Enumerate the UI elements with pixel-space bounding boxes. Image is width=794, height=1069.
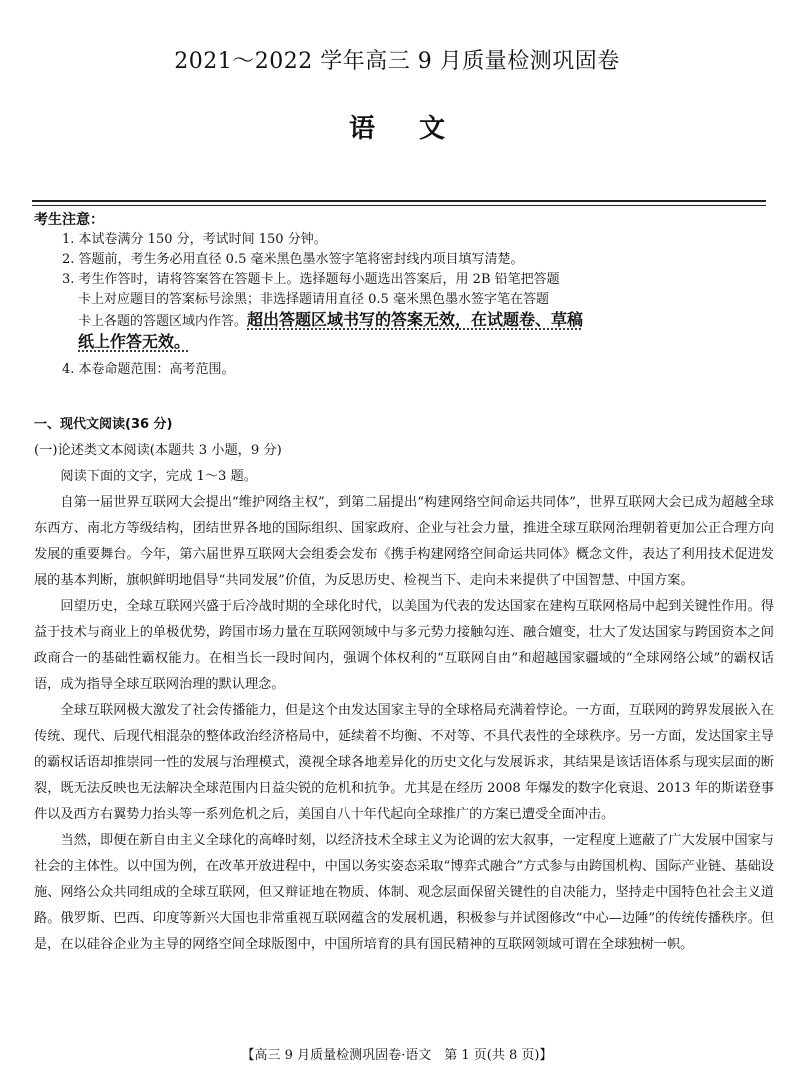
section-subheading: (一)论述类文本阅读(本题共 3 小题，9 分) [34,443,282,458]
notice-item-3-text: 卡上各题的答题区域内作答。 [78,314,248,329]
notice-item-3-line-3 [34,310,764,332]
notice-emphasis-2: 纸上作答无效。 [78,332,191,351]
candidate-notice [34,210,764,380]
notice-emphasis-1: 超出答题区域书写的答案无效，在试题卷、草稿 [247,310,584,329]
exam-title: 2021～2022 学年高三 9 月质量检测巩固卷 [174,49,620,74]
notice-item-3-line-4 [34,332,764,354]
section-heading: 一、现代文阅读(36 分) [34,417,173,432]
subject-char-1: 语 [348,114,375,144]
reading-section [34,412,774,958]
passage-paragraph-2: 回望历史，全球互联网兴盛于后冷战时期的全球化时代，以美国为代表的发达国家在建构互联网格局中起到关键性作用。得益于技术与商业上的单极优势，跨国市场力量在互联网领域中与多元势力接触勾连、融合嬗变，壮大了发达国家与跨国资本之间政商合一的基础性霸权能力。在相当长一段时间内，强调个体权利的“互联网自由”和超越国家疆域的“全球网络公域”的霸权话语，成为指导全球互联网治理的默认理念。 [34,599,774,692]
subject-title [0,108,794,145]
notice-item-3-line-2: 卡上对应题目的答案标号涂黑；非选择题请用直径 0.5 毫米黑色墨水签字笔在答题 [78,292,549,307]
header-rule-thick [32,200,766,202]
notice-item-3-line-1: 3. 考生作答时，请将答案答在答题卡上。选择题每小题选出答案后，用 2B 铅笔把答题 [62,272,560,287]
reading-instruction: 阅读下面的文字，完成 1～3 题。 [60,469,257,484]
notice-item-2: 2. 答题前，考生务必用直径 0.5 毫米黑色墨水签字笔将密封线内项目填写清楚。 [62,252,524,267]
subject-char-2: 文 [419,114,446,144]
passage-paragraph-4: 当然，即便在新自由主义全球化的高峰时刻，以经济技术全球主义为论调的宏大叙事，一定程度上遮蔽了广大发展中国家与社会的主体性。以中国为例，在改革开放进程中，中国以务实姿态采取“博弈式融合”方式参与由跨国机构、国际产业链、基础设施、网络公众共同组成的全球互联网，但又辩证地在物质、体制、观念层面保留关键性的自决能力，坚持走中国特色社会主义道路。俄罗斯、巴西、印度等新兴大国也非常重视互联网蕴含的发展机遇，积极参与并试图修改“中心—边陲”的传统传播秩序。但是，在以硅谷企业为主导的网络空间全球版图中，中国所培育的具有国民精神的互联网领域可谓在全球独树一帜。 [34,833,774,952]
notice-item-1: 1. 本试卷满分 150 分，考试时间 150 分钟。 [62,232,327,247]
page-footer: 【高三 9 月质量检测巩固卷·语文 第 1 页(共 8 页)】 [241,1048,553,1063]
notice-heading: 考生注意： [34,212,104,228]
passage-paragraph-1: 自第一届世界互联网大会提出“维护网络主权”，到第二届提出“构建网络空间命运共同体”，世界互联网大会已成为超越全球东西方、南北方等级结构，团结世界各地的国际组织、国家政府、企业与社会力量，推进全球互联网治理朝着更加公正合理方向发展的重要舞台。今年，第六届世界互联网大会组委会发布《携手构建网络空间命运共同体》概念文件，表达了利用技术促进发展的基本判断，旗帜鲜明地倡导“共同发展”价值，为反思历史、检视当下、走向未来提供了中国智慧、中国方案。 [34,495,774,588]
header-rule-thin [32,205,766,206]
notice-item-4: 4. 本卷命题范围：高考范围。 [62,362,235,377]
passage-paragraph-3: 全球互联网极大激发了社会传播能力，但是这个由发达国家主导的全球格局充满着悖论。一方面，互联网的跨界发展嵌入在传统、现代、后现代相混杂的整体政治经济格局中，延续着不均衡、不对等、不具代表性的全球秩序。另一方面，发达国家主导的霸权话语却推崇同一性的发展与治理模式，漠视全球各地差异化的历史文化与发展诉求，其结果是该话语体系与现实层面的断裂，既无法反映也无法解决全球范围内日益尖锐的危机和抗争。尤其是在经历 2008 年爆发的数字化衰退、2013 年的斯诺登事件以及西方右翼势力抬头等一系列危机之后，美国自八十年代起向全球推广的方案已遭受全面冲击。 [34,703,774,822]
